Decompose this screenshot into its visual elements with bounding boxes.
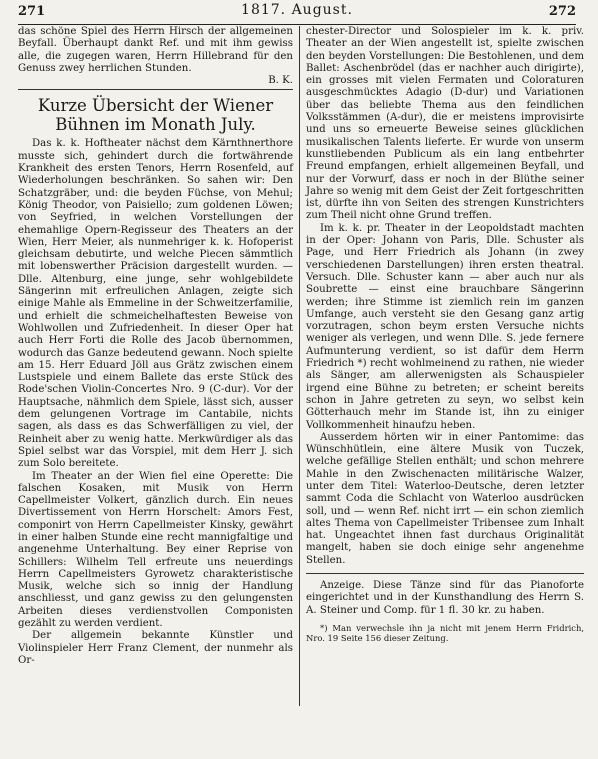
column-divider [299,26,300,706]
page-header [18,2,576,22]
right-column [306,26,584,643]
section-heading: Kurze Übersicht der Wiener Bühnen im Monath July. [37,96,274,135]
section-rule [18,89,293,90]
footnote [306,623,584,643]
page-number-left: 271 [18,4,46,19]
right-paragraph-1: chester-Director und Solospieler im k. k. priv. Theater an der Wien angestellt ist, spielte zwischen den beyden Vorstellungen: Die Bestohlenen, und dem Ballet: Aschenbrödel (das er nachher auch dirigirte), ein grosses mit vielen Fermaten und Coloraturen ausgeschmücktes Adagio (D-dur) und Variationen über das beliebte Thema aus den feindlichen Volksstämmen (A-dur), die er meistens improvisirte und uns so erneuerte Beweise seines glücklichen musikalischen Talents lieferte. Er wurde von unserm kunstliebenden Publicum als ein lang entbehrter Freund empfangen, erhielt allgemeinen Beyfall, und nur der Vorwurf, dass er noch in der Blüthe seiner Jahre so wenig mit dem Geist der Zeit fortgeschritten ist, dürfte ihn von Seiten des strengen Kunstrichters zum Theil nicht ohne Grund treffen. [306,26,584,222]
right-paragraph-2: Im k. k. pr. Theater in der Leopoldstadt machten in der Oper: Johann von Paris, Dlle. Schuster als Page, und Herr Friedrich als Johann (in zwey verschiedenen Darstellungen) ihren ersten theatral. Versuch. Dlle. Schuster kann — aber auch nur als Soubrette — einst eine brauchbare Sängerinn werden; ihre Stimme ist ziemlich rein im ganzen Umfange, auch versteht sie den Gesang ganz artig vorzutragen, schon beym ersten Versuche nichts weniger als verlegen, und wenn Dlle. S. jede fernere Aufmunterung verdient, so ist dafür dem Herrn Friedrich *) recht wohlmeinend zu rathen, nie wieder als Sänger, am allerwenigsten als Schauspieler irgend eine Bühne zu betreten; er scheint bereits schon in Jahre getreten zu seyn, wo selbst kein Götterhauch mehr im Stande ist, ihn zu einiger Vollkommenheit hinaufzu heben. [306,222,584,431]
header-date: 1817. August. [241,2,353,18]
left-paragraph-3: Im Theater an der Wien fiel eine Operette: Die falschen Kosaken, mit Musik von Herrn Capellmeister Volkert, gänzlich durch. Ein neues Divertissement von Herrn Horschelt: Amors Fest, componirt von Herrn Capellmeister Kinsky, gewährt in einer halben Stunde eine recht mannigfaltige und angenehme Unterhaltung. Bey einer Reprise von Schillers: Wilhelm Tell erfreute uns neuerdings Herrn Capellmeisters Gyrowetz charakteristische Musik, welche sich so innig der Handlung anschliesst, und ganz gewiss zu den gelungensten Arbeiten dieses verdienstvollen Componisten gezählt zu werden verdient. [18,470,293,630]
advertisement-text: Anzeige. Diese Tänze sind für das Pianoforte eingerichtet und in der Kunsthandlung des Herrn S. A. Steiner und Comp. für 1 fl. 30 kr. zu haben. [306,580,584,616]
left-paragraph-1: das schöne Spiel des Herrn Hirsch der allgemeinen Beyfall. Überhaupt dankt Ref. und mit ihm gewiss alle, die zugegen waren, Herrn Hillebrand für den Genuss zwey herrlichen Stunden. [18,26,293,74]
footnote-text: *) Man verwechsle ihn ja nicht mit jenem Herrn Fridrich, Nro. 19 Seite 156 dieser Zeitung. [306,622,584,643]
header-rule [18,24,576,25]
right-paragraph-3: Ausserdem hörten wir in einer Pantomime: das Wünschhütlein, eine ältere Musik von Tuczek, welche gefällige Stellen enthält; und schon mehrere Mahle in den Zwischenacten militärische Walzer, unter dem Titel: Waterloo-Deutsche, deren letzter sammt Coda die Schlacht von Waterloo ausdrücken soll, und — wenn Ref. nicht irrt — ein schon ziemlich altes Thema von Capellmeister Tribensee zum Inhalt hat. Ungeachtet ihnen fast durchaus Originalität mangelt, haben sie doch einige sehr angenehme Stellen. [306,431,584,566]
advert-rule [306,573,584,574]
advertisement [306,580,584,617]
page-number-right: 272 [548,4,576,19]
left-paragraph-2: Das k. k. Hoftheater nächst dem Kärnthnerthore musste sich, gehindert durch die fortwährende Krankheit des ersten Tenors, Herrn Rosenfeld, auf Wiederholungen beschränken. So sahen wir: Den Schatzgräber, und: die beyden Füchse, von Mehul; König Theodor, von Paisiello; zum goldenen Löwen; von Seyfried, in welchen Vorstellungen der ehemahlige Opern-Regisseur des Theaters an der Wien, Herr Meier, als nunmehriger k. k. Hofoperist gleichsam debutirte, und welche Piecen sämmtlich mit lobenswerther Präcision dargestellt wurden. — Dlle. Altenburg, eine junge, sehr wohlgebildete Sängerinn mit erfreulichen Anlagen, zeigte sich einige Mahle als Emmeline in der Schweitzerfamilie, und erhielt die schmeichelhaftesten Beweise von Wohlwollen und Zufriedenheit. In dieser Oper hat auch Herr Forti die Rolle des Jacob übernommen, wodurch das Ganze bedeutend gewann. Noch spielte am 15. Herr Eduard Jöll aus Grätz zwischen einem Lustspiele und einem Ballete das erste Stück des Rode'schen Violin-Concertes Nro. 9 (C-dur). Vor der Hauptsache, nähmlich dem Spiele, lässt sich, ausser dem gelungenen Vortrage im Cantabile, nichts sagen, als dass es das Schwerfälligen zu viel, der Reinheit aber zu wenig hatte. Merkwürdiger als das Spiel selbst war das Vorspiel, mit dem Herr J. sich zum Solo bereitete. [18,138,293,470]
left-column [18,26,293,667]
signature: B. K. [268,75,293,87]
left-paragraph-4: Der allgemein bekannte Künstler und Violinspieler Herr Franz Clement, der nunmehr als Or- [18,630,293,666]
